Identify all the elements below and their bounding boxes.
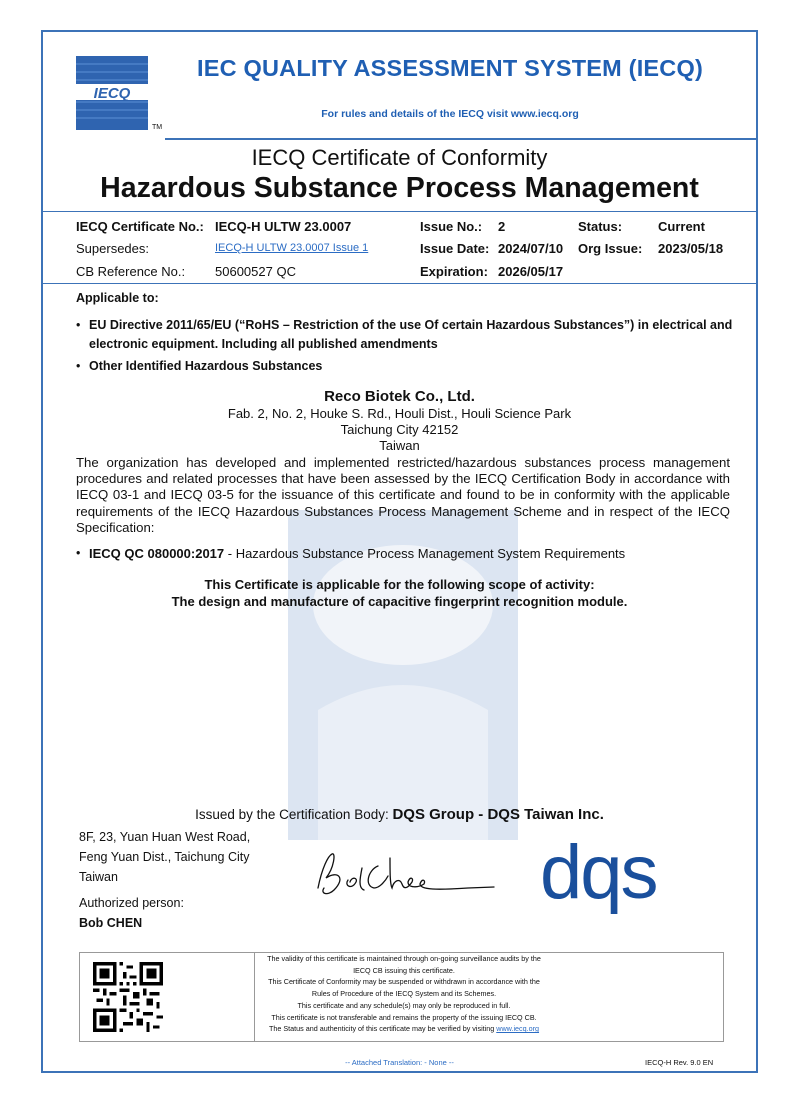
- organization-address1: Fab. 2, No. 2, Houke S. Rd., Houli Dist., Houli Science Park: [227, 406, 572, 421]
- applicable-label: Applicable to:: [76, 291, 159, 305]
- cert-no-value: IECQ-H ULTW 23.0007: [215, 219, 352, 234]
- issuer-address-line: 8F, 23, Yuan Huan West Road,: [79, 830, 251, 844]
- supersedes-label: Supersedes:: [76, 241, 149, 256]
- table-bottom-line: [43, 283, 756, 284]
- rules-note: For rules and details of the IECQ visit www.iecq.org: [321, 108, 579, 120]
- issuer-address: [79, 827, 250, 887]
- issuer-address-line: Feng Yuan Dist., Taichung City: [79, 850, 250, 864]
- issue-no-label: Issue No.:: [420, 219, 483, 234]
- statement-line: Specification:: [76, 519, 155, 535]
- org-issue-value: 2023/05/18: [658, 241, 724, 256]
- cb-ref-label: CB Reference No.:: [76, 264, 186, 279]
- footer-line: IECQ CB issuing this certificate.: [353, 965, 455, 975]
- header-divider: [165, 138, 758, 140]
- table-top-line: [43, 211, 756, 212]
- issue-date-value: 2024/07/10: [498, 241, 564, 256]
- issuer-address-line: Taiwan: [79, 870, 118, 884]
- bullet-icon: •: [76, 359, 81, 373]
- applicable-item1-line1: EU Directive 2011/65/EU (“RoHS – Restriction of the use Of certain Hazardous Substances”) in electrical and: [89, 318, 733, 332]
- organization-country: Taiwan: [379, 438, 420, 453]
- issued-by: [43, 806, 756, 823]
- statement-line: procedures and related processes that have been assessed by the IECQ Certification Body in accordance with: [76, 471, 730, 487]
- revision-code: IECQ-H Rev. 9.0 EN: [645, 1058, 714, 1067]
- dqs-logo: [540, 840, 680, 918]
- bullet-icon: •: [76, 546, 81, 560]
- authorized-name: Bob CHEN: [79, 916, 143, 930]
- expiration-label: Expiration:: [420, 264, 488, 279]
- applicable-item2: Other Identified Hazardous Substances: [89, 359, 323, 373]
- org-issue-label: Org Issue:: [578, 241, 643, 256]
- organization-name: Reco Biotek Co., Ltd.: [324, 388, 475, 405]
- scope-intro: This Certificate is applicable for the following scope of activity:: [204, 577, 595, 592]
- footer-validity-text: [254, 953, 554, 1035]
- expiration-value: 2026/05/17: [498, 264, 564, 279]
- conformity-statement: [76, 455, 730, 536]
- attached-translation: -- Attached Translation: - None --: [345, 1058, 454, 1067]
- applicable-item1-line2: electronic equipment. Including all published amendments: [89, 337, 438, 351]
- cert-no-label: IECQ Certificate No.:: [76, 219, 204, 234]
- footer-line: This certificate is not transferable and remains the property of the issuing IECQ CB.: [271, 1012, 537, 1022]
- qr-code[interactable]: [93, 962, 163, 1032]
- authorized-label: Authorized person:: [79, 896, 184, 910]
- iecq-website-link[interactable]: www.iecq.org: [496, 1024, 540, 1034]
- footer-line: Rules of Procedure of the IECQ System and its Schemes.: [311, 989, 497, 999]
- dqs-logo-text: dqs: [540, 840, 657, 915]
- status-label: Status:: [578, 219, 623, 234]
- signature-image: [308, 848, 498, 903]
- statement-line: requirements of the IECQ Hazardous Substances Process Management Scheme and in respect of the IECQ: [76, 503, 730, 519]
- status-value: Current: [658, 219, 705, 234]
- bullet-icon: •: [76, 318, 81, 332]
- issuer-name: DQS Group - DQS Taiwan Inc.: [392, 806, 604, 823]
- organization-address2: Taichung City 42152: [340, 422, 459, 437]
- certificate-heading: IECQ Certificate of Conformity: [251, 145, 548, 170]
- issue-date-label: Issue Date:: [420, 241, 490, 256]
- statement-line: The organization has developed and implemented restricted/hazardous substances process management: [76, 455, 730, 470]
- statement-line: IECQ 03-1 and IECQ 03-5 for the issuance of this certificate and found to be in conformity with the applicable: [76, 487, 730, 503]
- certificate-subheading: Hazardous Substance Process Management: [100, 172, 699, 204]
- footer-line: This Certificate of Conformity may be suspended or withdrawn in accordance with the: [268, 977, 540, 987]
- svg-text:IECQ: IECQ: [93, 85, 131, 102]
- specification-description: - Hazardous Substance Process Management System Requirements: [224, 546, 626, 561]
- specification: [89, 546, 625, 561]
- footer-line: This certificate and any schedule(s) may only be reproduced in full.: [297, 1000, 511, 1010]
- footer-line: [254, 1023, 554, 1035]
- specification-code: IECQ QC 080000:2017: [89, 546, 225, 561]
- system-title: IEC QUALITY ASSESSMENT SYSTEM (IECQ): [197, 55, 703, 81]
- footer-verify-text: The Status and authenticity of this certificate may be verified by visiting: [268, 1024, 497, 1034]
- iecq-logo: [76, 56, 148, 130]
- scope-activity: The design and manufacture of capacitive fingerprint recognition module.: [171, 594, 628, 609]
- supersedes-link[interactable]: IECQ-H ULTW 23.0007 Issue 1: [215, 242, 369, 254]
- footer-line: The validity of this certificate is maintained through on-going surveillance audits by the: [267, 954, 541, 963]
- issue-no-value: 2: [498, 219, 506, 234]
- cb-ref-value: 50600527 QC: [215, 264, 296, 279]
- trademark-mark: TM: [152, 124, 163, 131]
- issued-by-prefix: Issued by the Certification Body:: [195, 807, 393, 822]
